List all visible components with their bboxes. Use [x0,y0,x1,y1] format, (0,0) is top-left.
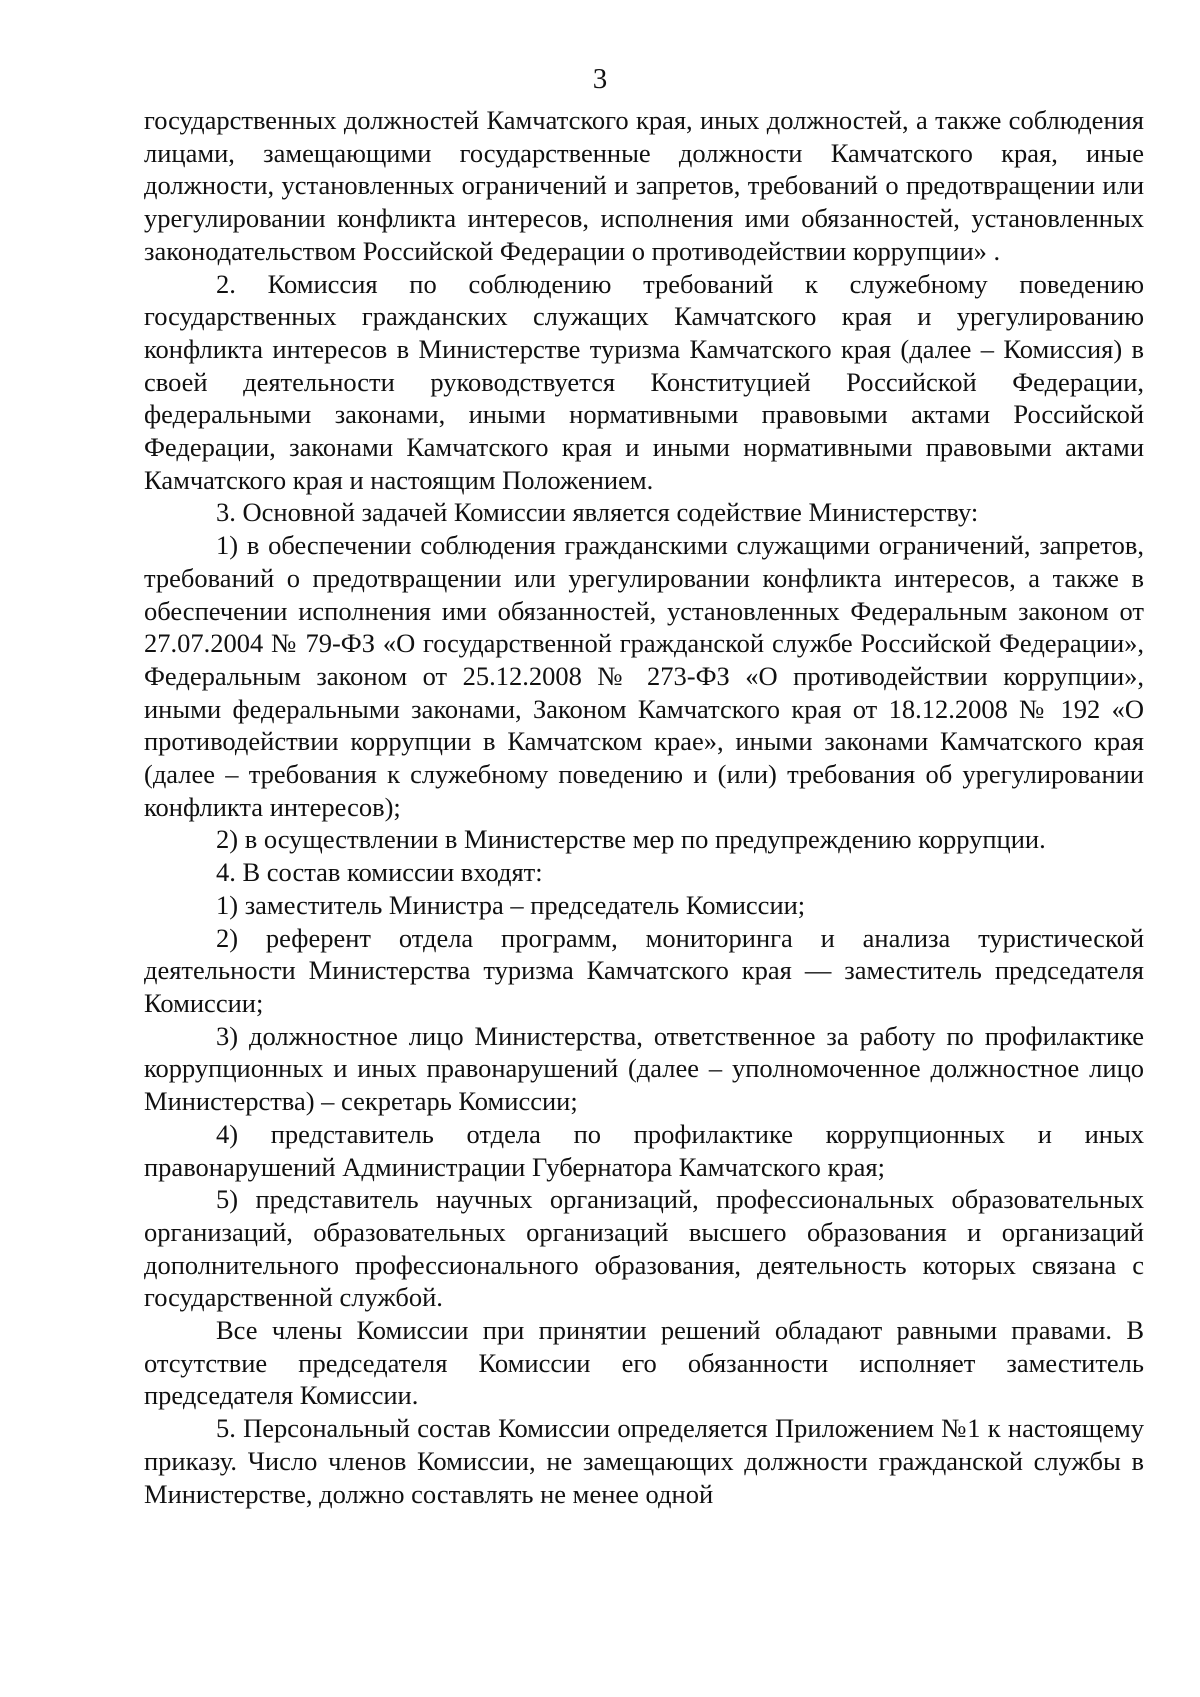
paragraph-equal-rights: Все члены Комиссии при принятии решений обладают равными правами. В отсутствие председателя Комиссии его обязанности исполняет заместитель председателя Комиссии. [144,1315,1144,1411]
paragraph-item-4-sub-1: 1) заместитель Министра – председатель Комиссии; [216,889,806,920]
paragraph-item-3-sub-1: 1) в обеспечении соблюдения гражданскими служащими ограничений, запретов, требований о предотвращении или урегулировании конфликта интересов, а также в обеспечении исполнения ими обязанностей, установленных Федеральным законом от 27.07.2004 № 79-ФЗ «О государственной гражданской службе Российской Федерации», Федеральным законом от 25.12.2008 № 273-ФЗ «О противодействии коррупции», иными федеральными законами, Законом Камчатского края от 18.12.2008 № 192 «О противодействии коррупции в Камчатском крае», иными законами Камчатского края (далее – требования к служебному поведению и (или) требования об урегулировании конфликта интересов); [144,530,1144,822]
paragraph-item-3-sub-2: 2) в осуществлении в Министерстве мер по предупреждению коррупции. [216,824,1046,855]
paragraph-item-2: 2. Комиссия по соблюдению требований к служебному поведению государственных гражданских служащих Камчатского края и урегулированию конфликта интересов в Министерстве туризма Камчатского края (далее – Комиссия) в своей деятельности руководствуется Конституцией Российской Федерации, федеральными законами, иными нормативными правовыми актами Российской Федерации, законами Камчатского края и иными нормативными правовыми актами Камчатского края и настоящим Положением. [144,268,1144,495]
paragraph-item-4-sub-4: 4) представитель отдела по профилактике коррупционных и иных правонарушений Администрации Губернатора Камчатского края; [144,1118,1144,1182]
paragraph-item-4-sub-5: 5) представитель научных организаций, профессиональных образовательных организаций, образовательных организаций высшего образования и организаций дополнительного профессионального образования, деятельность которых связана с государственной службой. [144,1184,1144,1313]
page-number: 3 [592,63,608,95]
paragraph-item-5: 5. Персональный состав Комиссии определяется Приложением №1 к настоящему приказу. Число членов Комиссии, не замещающих должности гражданской службы в Министерстве, должно составлять не менее одной [144,1413,1144,1509]
paragraph-continuation: государственных должностей Камчатского края, иных должностей, а также соблюдения лицами, замещающими государственные должности Камчатского края, иные должности, установленных ограничений и запретов, требований о предотвращении или урегулировании конфликта интересов, исполнения ими обязанностей, установленных законодательством Российской Федерации о противодействии коррупции» . [144,105,1144,266]
document-body [144,104,1144,1510]
paragraph-item-3: 3. Основной задачей Комиссии является содействие Министерству: [216,497,979,528]
paragraph-item-4: 4. В состав комиссии входят: [216,857,543,888]
paragraph-item-4-sub-2: 2) референт отдела программ, мониторинга и анализа туристической деятельности Министерства туризма Камчатского края — заместитель председателя Комиссии; [144,922,1144,1018]
paragraph-item-4-sub-3: 3) должностное лицо Министерства, ответственное за работу по профилактике коррупционных и иных правонарушений (далее – уполномоченное должностное лицо Министерства) – секретарь Комиссии; [144,1020,1144,1117]
